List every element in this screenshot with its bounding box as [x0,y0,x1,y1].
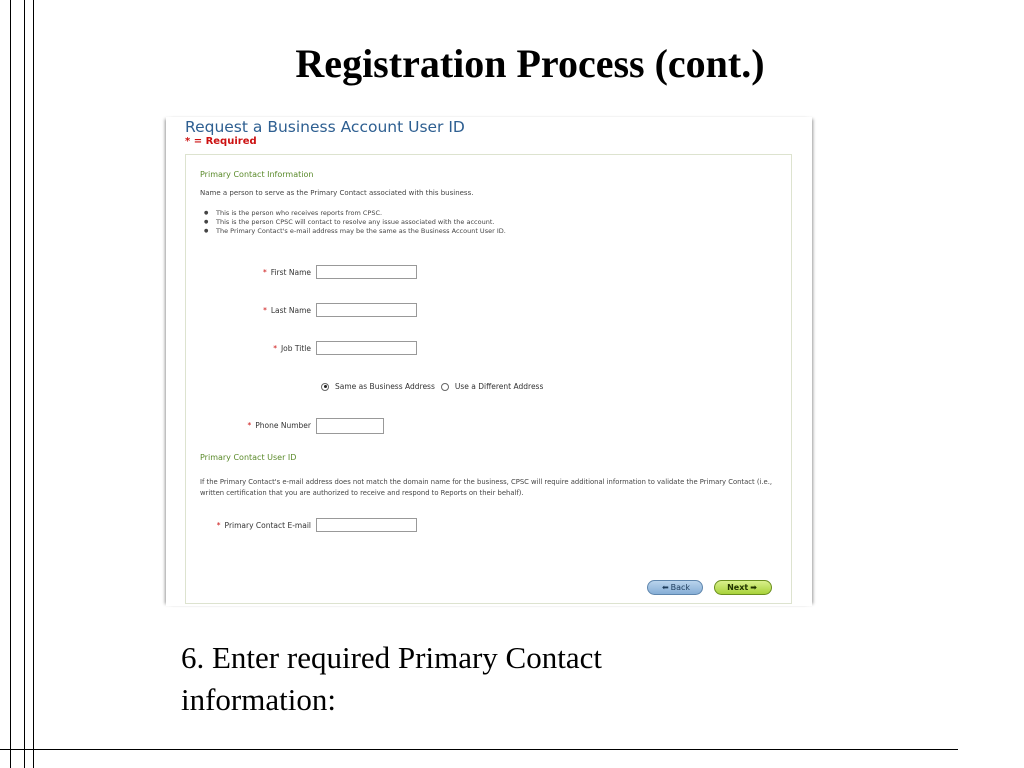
primary-contact-intro: Name a person to serve as the Primary Contact associated with this business. [200,189,474,197]
user-id-section-title: Primary Contact User ID [200,453,297,462]
required-marker: * [263,306,267,315]
primary-contact-email-label [171,521,311,530]
same-address-radio[interactable] [321,383,329,391]
phone-number-label [171,421,311,430]
form-heading: Request a Business Account User ID [185,118,465,136]
slide-title: Registration Process (cont.) [295,41,765,86]
job-title-label [171,344,311,353]
back-button[interactable] [647,580,703,595]
job-title-label-text: Job Title [280,344,311,353]
last-name-label-text: Last Name [270,306,311,315]
slide-caption: 6. Enter required Primary Contact information: [181,640,602,717]
address-radio-group [321,382,549,391]
first-name-input[interactable] [316,265,417,279]
required-marker: * [262,268,267,277]
required-marker: * [247,421,252,430]
different-address-radio[interactable] [441,383,449,391]
first-name-label [171,268,311,277]
first-name-label-text: First Name [270,268,311,277]
required-marker: * [273,344,277,353]
primary-contact-email-label-text: Primary Contact E-mail [224,521,311,530]
primary-contact-email-input[interactable] [316,518,417,532]
job-title-input[interactable] [316,341,417,355]
user-id-note: If the Primary Contact's e-mail address does not match the domain name for the business, CPSC will require additional information to validate the Primary Contact (i.e., written certification that you are authorized to receive and respond to Reports on their behalf). [200,478,773,497]
next-button[interactable] [714,580,772,595]
required-marker: * [216,521,221,530]
arrow-left-icon: ⬅ [661,583,669,592]
primary-contact-bullets [200,209,506,236]
last-name-input[interactable] [316,303,417,317]
frame-line-left-1 [10,0,11,768]
list-item: ● The Primary Contact's e-mail address may be the same as the Business Account User ID. [200,227,506,236]
phone-number-input[interactable] [316,418,384,434]
form-panel [185,154,792,604]
same-address-label[interactable]: Same as Business Address [335,382,435,391]
phone-number-label-text: Phone Number [255,421,311,430]
primary-contact-section-title: Primary Contact Information [200,170,314,179]
required-note: * = Required [185,136,257,147]
back-button-label: Back [670,583,691,592]
next-button-label: Next [727,583,749,592]
different-address-label[interactable]: Use a Different Address [454,382,544,391]
registration-screenshot [166,117,812,606]
list-item: ● This is the person CPSC will contact to resolve any issue associated with the account. [200,218,506,227]
frame-line-left-3 [33,0,34,768]
arrow-right-icon: ➡ [750,583,757,592]
last-name-label [171,306,311,315]
list-item: ● This is the person who receives reports from CPSC. [200,209,506,218]
frame-line-bottom [0,749,958,750]
frame-line-left-2 [24,0,25,768]
